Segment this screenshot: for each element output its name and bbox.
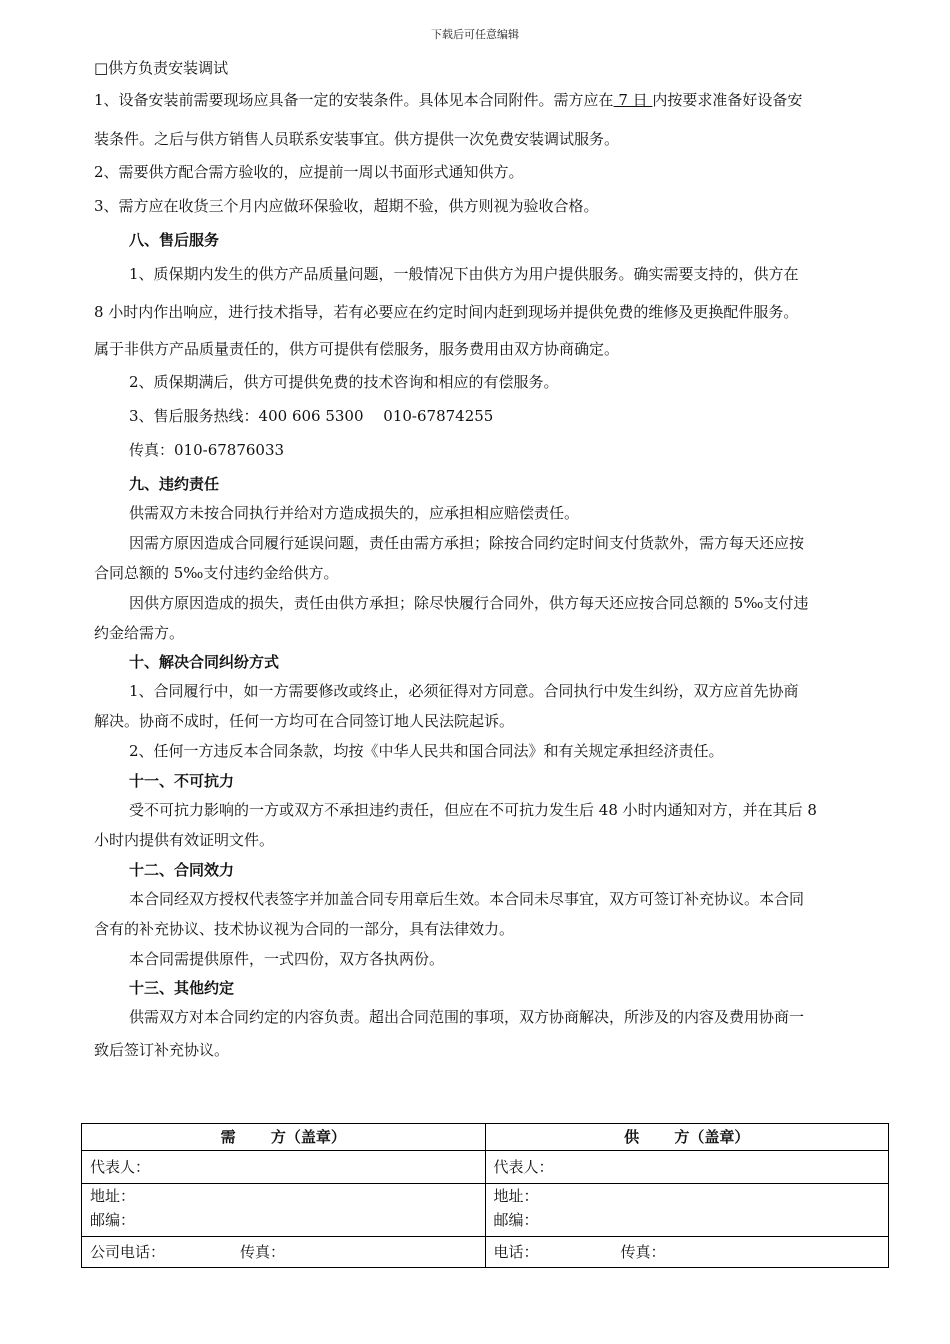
seller-address-cell[interactable] bbox=[485, 1184, 889, 1237]
signature-table bbox=[81, 1123, 889, 1268]
s10-p2: 2、任何一方违反本合同条款，均按《中华人民共和国合同法》和有关规定承担经济责任。 bbox=[129, 742, 724, 760]
seller-phone: 电话： bbox=[493, 1243, 539, 1261]
s9-p2a: 因需方原因造成合同履行延误问题，责任由需方承担；除按合同约定时间支付货款外，需方每天还应按 bbox=[129, 534, 805, 552]
seller-address: 地址： bbox=[493, 1187, 539, 1205]
s13-p1a: 供需双方对本合同约定的内容负责。超出合同范围的事项，双方协商解决，所涉及的内容及费用协商一 bbox=[129, 1008, 805, 1026]
s13-p1b: 致后签订补充协议。 bbox=[94, 1041, 230, 1059]
s9-p3b: 约金给需方。 bbox=[94, 624, 185, 642]
install-title: □供方负责安装调试 bbox=[94, 59, 229, 77]
s8-p1a: 1、质保期内发生的供方产品质量问题，一般情况下由供方为用户提供服务。确实需要支持的，供方在 bbox=[129, 265, 799, 283]
s8-hotline: 3、售后服务热线：400 606 5300 010-67874255 bbox=[129, 407, 494, 425]
seller-header: 供 方（盖章） bbox=[485, 1124, 889, 1151]
s8-p2: 2、质保期满后，供方可提供免费的技术咨询和相应的有偿服务。 bbox=[129, 373, 559, 391]
install-item1 bbox=[94, 90, 894, 110]
section-12-title: 十二、合同效力 bbox=[129, 861, 235, 879]
buyer-fax: 传真： bbox=[240, 1243, 286, 1261]
s12-p1b: 含有的补充协议、技术协议视为合同的一部分，具有法律效力。 bbox=[94, 920, 515, 938]
s8-p1c: 属于非供方产品质量责任的，供方可提供有偿服务，服务费用由双方协商确定。 bbox=[94, 340, 620, 358]
section-13-title: 十三、其他约定 bbox=[129, 979, 235, 997]
s12-p1a: 本合同经双方授权代表签字并加盖合同专用章后生效。本合同未尽事宜，双方可签订补充协议。本合同 bbox=[129, 890, 805, 908]
s9-p2b: 合同总额的 5‰支付违约金给供方。 bbox=[94, 564, 339, 582]
seller-fax: 传真： bbox=[620, 1243, 666, 1261]
buyer-address-cell[interactable] bbox=[82, 1184, 486, 1237]
install-item1-cont: 装条件。之后与供方销售人员联系安装事宜。供方提供一次免费安装调试服务。 bbox=[94, 130, 620, 148]
seller-representative[interactable]: 代表人： bbox=[485, 1151, 889, 1184]
buyer-header: 需 方（盖章） bbox=[82, 1124, 486, 1151]
buyer-representative[interactable]: 代表人： bbox=[82, 1151, 486, 1184]
s9-p1: 供需双方未按合同执行并给对方造成损失的，应承担相应赔偿责任。 bbox=[129, 504, 580, 522]
s11-p1a: 受不可抗力影响的一方或双方不承担违约责任，但应在不可抗力发生后 48 小时内通知对方，并在其后 8 bbox=[129, 801, 817, 819]
page-header: 下载后可任意编辑 bbox=[431, 28, 519, 41]
buyer-postcode: 邮编： bbox=[90, 1211, 136, 1229]
section-8-title: 八、售后服务 bbox=[129, 231, 220, 249]
s8-p1b: 8 小时内作出响应，进行技术指导，若有必要应在约定时间内赶到现场并提供免费的维修及更换配件服务。 bbox=[94, 303, 799, 321]
buyer-address: 地址： bbox=[90, 1187, 136, 1205]
install-item2: 2、需要供方配合需方验收的，应提前一周以书面形式通知供方。 bbox=[94, 163, 524, 181]
install-item1-text-b: 内按要求准备好设备安 bbox=[652, 91, 803, 109]
seller-contact-cell[interactable] bbox=[485, 1237, 889, 1268]
s12-p2: 本合同需提供原件，一式四份，双方各执两份。 bbox=[129, 950, 445, 968]
seller-postcode: 邮编： bbox=[493, 1211, 539, 1229]
s11-p1b: 小时内提供有效证明文件。 bbox=[94, 831, 275, 849]
install-item1-text-a: 1、设备安装前需要现场应具备一定的安装条件。具体见本合同附件。需方应在 bbox=[94, 91, 614, 109]
section-10-title: 十、解决合同纠纷方式 bbox=[129, 653, 280, 671]
buyer-phone: 公司电话： bbox=[90, 1243, 166, 1261]
s9-p3a: 因供方原因造成的损失，责任由供方承担；除尽快履行合同外，供方每天还应按合同总额的 5‰支付违 bbox=[129, 594, 809, 612]
s10-p1b: 解决。协商不成时，任何一方均可在合同签订地人民法院起诉。 bbox=[94, 712, 515, 730]
s10-p1a: 1、合同履行中，如一方需要修改或终止，必须征得对方同意。合同执行中发生纠纷，双方应首先协商 bbox=[129, 682, 799, 700]
buyer-contact-cell[interactable] bbox=[82, 1237, 486, 1268]
section-11-title: 十一、不可抗力 bbox=[129, 772, 235, 790]
section-9-title: 九、违约责任 bbox=[129, 475, 220, 493]
install-days: 7 日 bbox=[613, 91, 653, 109]
install-item3: 3、需方应在收货三个月内应做环保验收，超期不验，供方则视为验收合格。 bbox=[94, 197, 599, 215]
s8-fax: 传真：010-67876033 bbox=[129, 441, 285, 459]
